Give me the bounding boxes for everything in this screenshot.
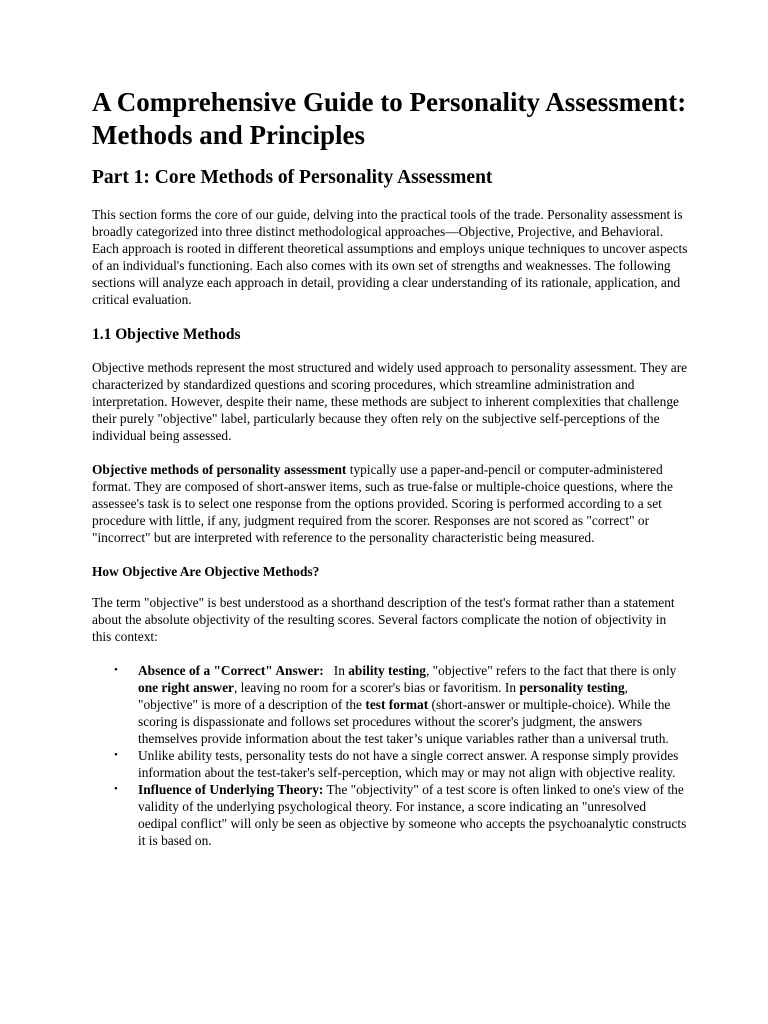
section-heading-objective-methods: 1.1 Objective Methods — [92, 326, 241, 343]
subheading-how-objective: How Objective Are Objective Methods? — [92, 564, 320, 579]
list-item — [92, 747, 688, 781]
text-run: (short-answer or multiple-choice). While the scoring is dispassionate and follows set procedures without the scorer's judgment, the answers themselves provide information about the test taker’s unique variables rather than a universal truth. — [138, 697, 671, 746]
part-heading: Part 1: Core Methods of Personality Assessment — [92, 167, 493, 188]
bullet-icon: • — [114, 783, 118, 795]
list-item — [92, 662, 688, 747]
bullet-icon: • — [114, 664, 118, 676]
text-run: In — [323, 663, 349, 678]
objectivity-factors-list — [92, 662, 688, 849]
bold-term: Objective methods of personality assessment — [92, 462, 347, 477]
bold-term: test format — [365, 697, 429, 712]
text-run: , leaving no room for a scorer's bias or favoritism. In — [233, 680, 520, 695]
list-item — [92, 781, 688, 849]
document-page — [92, 86, 688, 849]
bullet-icon: • — [114, 749, 118, 761]
text-run: , "objective" refers to the fact that there is only — [425, 663, 677, 678]
text-run: The "objectivity" of a test score is often linked to one's view of the validity of the underlying psychological theory. For instance, a score indicating an "unresolved oedipal conflict" will only be seen as objective by someone who accepts the psychoanalytic constructs it is based on. — [138, 782, 687, 848]
objective-methods-paragraph-2 — [92, 461, 688, 546]
bold-term: personality testing — [519, 680, 625, 695]
bullet-label: Absence of a "Correct" Answer: — [138, 663, 324, 678]
bold-term: ability testing — [348, 663, 426, 678]
objectivity-paragraph: The term "objective" is best understood as a shorthand description of the test's format rather than a statement about the absolute objectivity of the resulting scores. Several factors complicate the notion of objectivity in this context: — [92, 595, 675, 644]
bold-term: one right answer — [138, 680, 234, 695]
paragraph-text: typically use a paper-and-pencil or computer-administered format. They are composed of short-answer items, such as true-false or multiple-choice questions, where the assessee's task is to select one response from the options provided. Scoring is performed according to a set procedure with little, if any, judgment required from the scorer. Responses are not scored as "correct" or "incorrect" but are interpreted with reference to the personality characteristic being measured. — [92, 462, 673, 545]
document-title: A Comprehensive Guide to Personality Assessment: Methods and Principles — [92, 87, 687, 150]
objective-methods-paragraph-1: Objective methods represent the most structured and widely used approach to personality assessment. They are characterized by standardized questions and scoring procedures, which streamline administration and interpretation. However, despite their name, these methods are subject to inherent complexities that challenge their purely "objective" label, particularly because they often rely on the subjective self-perceptions of the individual being assessed. — [92, 360, 688, 443]
bullet-label: Influence of Underlying Theory: — [138, 782, 324, 797]
text-run: , "objective" is more of a description of the — [138, 680, 628, 712]
intro-paragraph: This section forms the core of our guide, delving into the practical tools of the trade. Personality assessment is broadly categorized into three distinct methodological approaches—Objective, Projective, and Behavioral. Each approach is rooted in different theoretical assumptions and employs unique techniques to uncover aspects of an individual's functioning. Each also comes with its own set of strengths and weaknesses. The following sections will analyze each approach in detail, providing a clear understanding of its rationale, application, and critical evaluation. — [92, 207, 688, 307]
text-run: Unlike ability tests, personality tests do not have a single correct answer. A response simply provides information about the test-taker's self-perception, which may or may not align with objective reality. — [138, 748, 679, 780]
